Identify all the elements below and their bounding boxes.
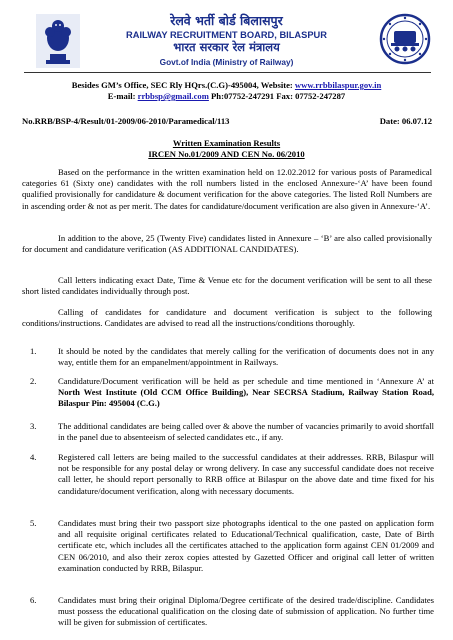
- header-rule: [24, 72, 431, 73]
- website-link[interactable]: www.rrbbilaspur.gov.in: [294, 80, 382, 90]
- paragraph-1: [22, 167, 432, 212]
- paragraph-4: [22, 307, 432, 329]
- address-line: [0, 80, 453, 90]
- paragraph-2: [22, 233, 432, 255]
- results-heading: Written Examination Results: [172, 138, 281, 148]
- condition-number: 2.: [30, 376, 37, 386]
- indian-railways-logo: [379, 13, 431, 65]
- condition-text: It should be noted by the candidates that merely calling for the verification of documents does not in any way, entitle them for an empanelment/appointment in Railways.: [58, 346, 434, 368]
- condition-number: 4.: [30, 452, 37, 462]
- paragraph-text: Calling of candidates for candidature and document verification is subject to the following conditions/instructions. Candidates are advised to read all the instructions/conditions thoroughly.: [22, 307, 432, 329]
- hindi-title: रेलवे भर्ती बोर्ड बिलासपुर: [170, 13, 283, 28]
- reference-number: No.RRB/BSP-4/Result/01-2009/06-2010/Paramedical/113: [22, 116, 230, 126]
- paragraph-3: [22, 275, 432, 297]
- condition-text: The additional candidates are being called over & above the number of vacancies primarily to avoid shortfall in the panel due to absenteeism of selected candidates etc., if any.: [58, 421, 434, 443]
- condition-text: [58, 376, 434, 410]
- address-text: Besides GM’s Office, SEC Rly HQrs.(C.G)-495004, Website:: [71, 80, 295, 90]
- paragraph-text: Call letters indicating exact Date, Time & Venue etc for the document verification will be sent to all these short listed candidates individually through post.: [22, 275, 432, 297]
- venue-address: North West Institute (Old CCM Office Building), Near SECRSA Stadium, Railway Station Road, Bilaspur Pin: 495004 (C.G.): [58, 387, 434, 409]
- condition-text: Candidates must bring their original Diploma/Degree certificate of the desired trade/discipline. Candidates must possess the educational qualification on the closing date of submission of application. No further time will be given for submission of certificates.: [58, 595, 434, 628]
- email-link[interactable]: rrbbsp@gmail.com: [137, 91, 209, 101]
- condition-number: 1.: [30, 346, 37, 356]
- results-subheading: IRCEN No.01/2009 AND CEN No. 06/2010: [148, 149, 305, 159]
- govt-line: Govt.of India (Ministry of Railway): [159, 57, 294, 67]
- paragraph-text: Based on the performance in the written examination held on 12.02.2012 for various posts of Paramedical categories 61 (Sixty one) candidates with the roll numbers listed in the enclosed Annexure-‘A’ have been found qualified provisionally for candidature & document verification for the above categories. The listed Roll Numbers are in ascending order & not as per merit. The dates for candidature/document verification are also given in Annexure-‘A’.: [22, 167, 432, 211]
- phone-fax: Ph:07752-247291 Fax: 07752-247287: [208, 91, 346, 101]
- condition-text: Candidates must bring their two passport size photographs identical to the one pasted on application form and all requisite original certificates related to Educational/Technical qualification, caste, Date of Birth certificate etc, which includes all the certificates attached to the application form against CEN 01/2009 and CEN 06/2010, and also their zerox copies attested by Gazetted Officer and original call letter of written examination conducted by RRB, Bilaspur.: [58, 518, 434, 573]
- reference-line: [22, 116, 432, 126]
- paragraph-text: In addition to the above, 25 (Twenty Five) candidates listed in Annexure – ‘B’ are also called provisionally for document and candidature verification (AS ADDITIONAL CANDIDATES).: [22, 233, 432, 255]
- condition-text-plain: Candidature/Document verification will be held as per schedule and time mentioned in ‘Annexure A’ at: [58, 376, 434, 386]
- contact-line: [0, 91, 453, 101]
- condition-text: Registered call letters are being mailed to the successful candidates at their addresses. RRB, Bilaspur will not be responsible for any postal delay or wrong delivery. In case any successful candidate does not receive call letter, he should report personally to RRB office at Bilaspur on the above date and time fixed for his candidature/document verification, along with necessary documents.: [58, 452, 434, 496]
- condition-number: 3.: [30, 421, 37, 431]
- hindi-subtitle: भारत सरकार रेल मंत्रालय: [173, 40, 280, 54]
- reference-date: Date: 06.07.12: [379, 116, 432, 126]
- english-title: RAILWAY RECRUITMENT BOARD, BILASPUR: [126, 30, 327, 40]
- condition-number: 6.: [30, 595, 37, 605]
- email-label: E-mail:: [107, 91, 138, 101]
- condition-number: 5.: [30, 518, 37, 528]
